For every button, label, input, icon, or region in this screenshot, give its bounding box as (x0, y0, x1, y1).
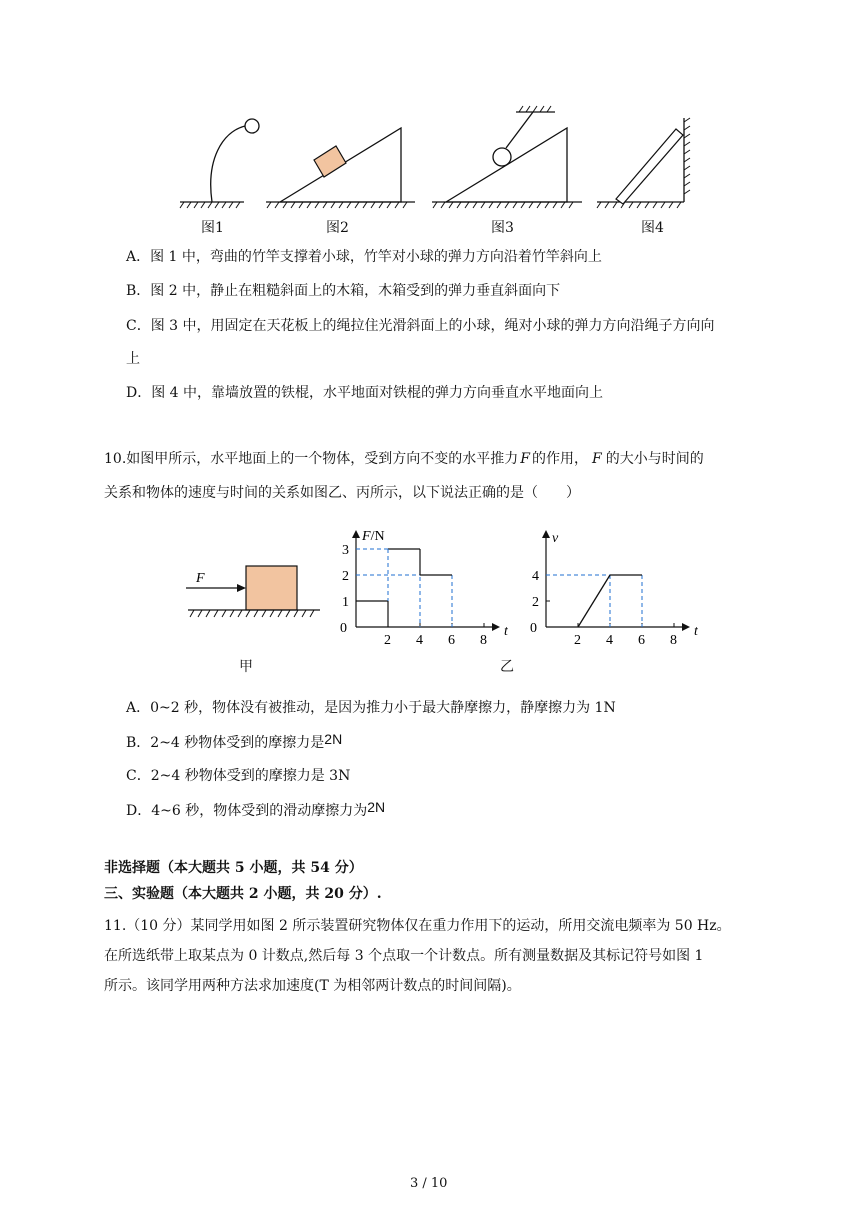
block (246, 566, 297, 610)
x-tick-label: 4 (416, 633, 423, 645)
q10-option-b-value: 2N (324, 731, 343, 747)
q11-line3: 所示。该同学用两种方法求加速度(T 为相邻两计数点的时间间隔)。 (104, 978, 521, 994)
x-axis-arrow (492, 623, 500, 631)
figure-2 (266, 128, 415, 208)
y-axis-arrow (542, 530, 550, 538)
figure-2-caption: 图2 (326, 220, 349, 236)
q11-line2: 在所选纸带上取某点为 0 计数点,然后每 3 个点取一个计数点。所有测量数据及其标记符号如图 1 (104, 948, 704, 964)
q10-option-d-text: D．4~6 秒，物体受到的滑动摩擦力为 (126, 803, 368, 819)
q9-option-c-cont: 上 (126, 351, 140, 367)
top-figures (0, 0, 868, 245)
page-number: 3 / 10 (410, 1176, 448, 1191)
figure-3-caption: 图3 (491, 220, 514, 236)
y-axis-arrow (352, 530, 360, 538)
y-tick-label: 1 (342, 595, 349, 610)
q9-option-d: D．图 4 中，靠墙放置的铁棍，水平地面对铁棍的弹力方向垂直水平地面向上 (126, 385, 604, 401)
y-axis-label: v (552, 531, 559, 546)
chart-velocity-time (518, 520, 698, 645)
q10-option-d (126, 800, 385, 821)
q10-option-d-value: 2N (367, 799, 386, 815)
figure-yi-caption: 乙 (500, 659, 514, 675)
q9-option-a: A．图 1 中，弯曲的竹竿支撑着小球，竹竿对小球的弹力方向沿着竹竿斜向上 (126, 249, 602, 265)
q10-stem-line1 (104, 449, 704, 469)
figure-1 (180, 119, 259, 208)
figure-jia (180, 560, 330, 625)
figure-1-caption: 图1 (201, 220, 224, 236)
q10-stem-text-c: 的大小与时间的 (605, 451, 704, 467)
x-tick-label: 6 (448, 633, 455, 645)
x-axis-label: t (694, 624, 698, 639)
q10-stem-line2: 关系和物体的速度与时间的关系如图乙、丙所示，以下说法正确的是（ ） (104, 485, 580, 501)
y-tick-label: 4 (532, 569, 539, 584)
q11-line1: 11.（10 分）某同学用如图 2 所示装置研究物体仅在重力作用下的运动，所用交流电频率为 50 Hz。 (104, 918, 731, 934)
x-axis-label: t (504, 624, 508, 639)
y-tick-label: 2 (342, 569, 349, 584)
velocity-segment (578, 575, 610, 627)
x-tick-label: 2 (574, 633, 581, 645)
q10-option-b (126, 732, 342, 753)
origin-label: 0 (340, 621, 347, 636)
figure-4 (597, 118, 690, 208)
q9-option-b: B．图 2 中，静止在粗糙斜面上的木箱，木箱受到的弹力垂直斜面向下 (126, 283, 561, 299)
section-experiment: 三、实验题（本大题共 2 小题，共 20 分）. (104, 886, 382, 902)
x-tick-label: 8 (480, 633, 487, 645)
y-axis-label: F/N (362, 529, 385, 544)
q9-option-c: C．图 3 中，用固定在天花板上的绳拉住光滑斜面上的小球，绳对小球的弹力方向沿绳子方向向 (126, 318, 715, 334)
x-tick-label: 8 (670, 633, 677, 645)
q10-stem-text-b: 的作用， (531, 451, 588, 467)
x-tick-label: 4 (606, 633, 613, 645)
q10-stem-var-f1: F (520, 451, 530, 467)
force-label: F (196, 571, 205, 586)
figure-3 (432, 106, 582, 208)
q10-option-c: C．2~4 秒物体受到的摩擦力是 3N (126, 768, 351, 784)
q10-stem-var-f2: F (591, 451, 602, 467)
x-axis-arrow (682, 623, 690, 631)
chart-force-time (328, 520, 508, 645)
x-tick-label: 2 (384, 633, 391, 645)
q10-option-b-text: B．2~4 秒物体受到的摩擦力是 (126, 735, 325, 751)
q10-stem-text-a: 10.如图甲所示，水平地面上的一个物体，受到方向不变的水平推力 (104, 451, 519, 467)
y-tick-label: 3 (342, 543, 349, 558)
x-tick-label: 6 (638, 633, 645, 645)
figure-4-caption: 图4 (641, 220, 664, 236)
section-nonchoice: 非选择题（本大题共 5 小题，共 54 分） (104, 860, 363, 876)
y-tick-label: 2 (532, 595, 539, 610)
figure-jia-caption: 甲 (239, 659, 253, 675)
q10-option-a: A．0~2 秒，物体没有被推动，是因为推力小于最大静摩擦力，静摩擦力为 1N (126, 700, 616, 716)
origin-label: 0 (530, 621, 537, 636)
